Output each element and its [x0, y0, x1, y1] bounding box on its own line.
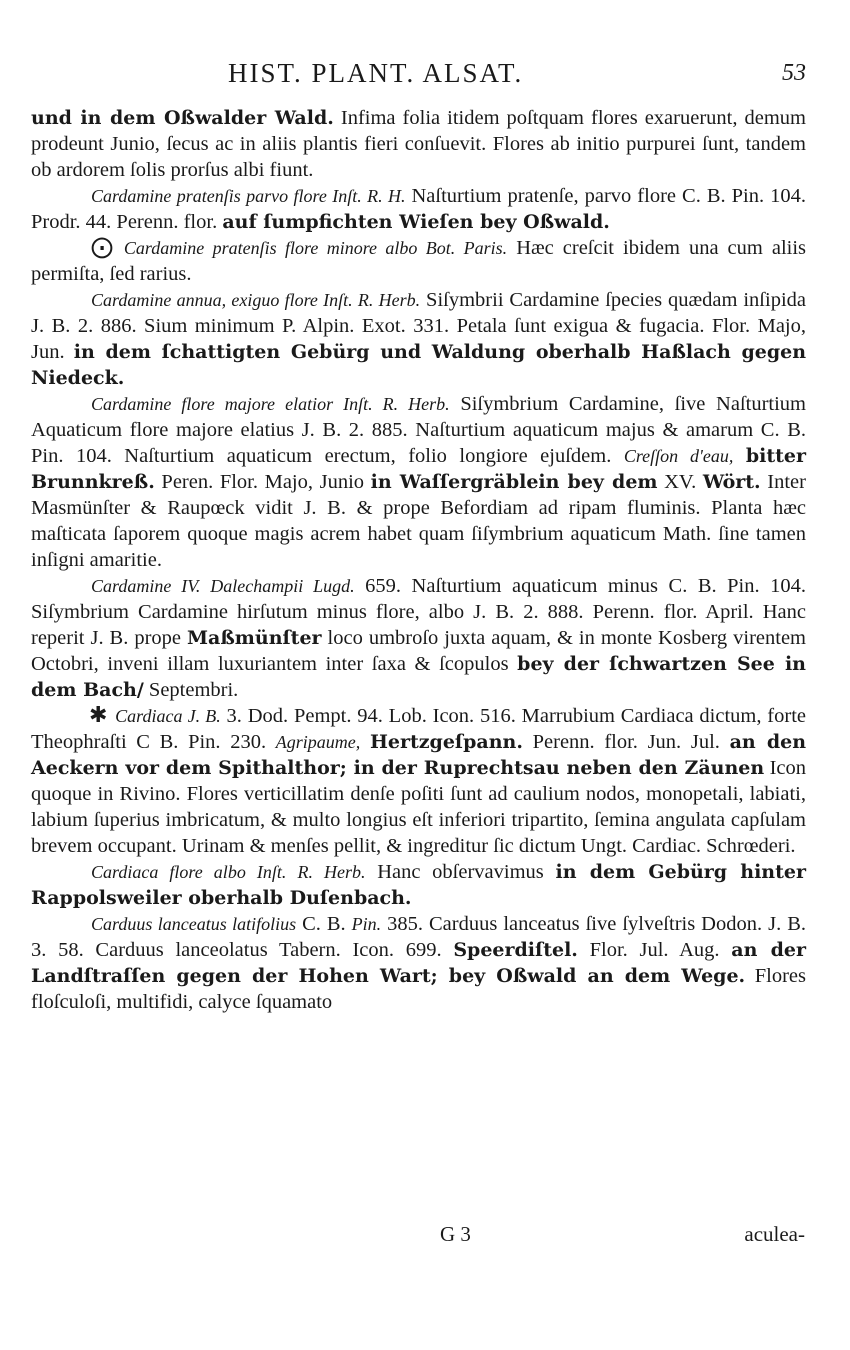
fraktur-text: in dem ſchattigten Gebürg und Waldung oberhalb Haßlach gegen Niedeck. [31, 341, 807, 389]
asterisk-icon: ✱ [89, 703, 116, 728]
circled-dot-icon: ⨀ [91, 235, 124, 260]
text-run: Perenn. flor. Jun. Jul. [522, 731, 730, 753]
italic-text: Carduus lanceatus latifolius [91, 914, 297, 934]
catchword: aculea- [744, 1222, 805, 1246]
italic-text: Cardamine annua, exiguo flore Inſt. R. Herb. [91, 290, 421, 310]
italic-text: Cardamine pratenſis parvo flore Inſt. R. H. [91, 186, 406, 206]
signature-mark: G 3 [440, 1222, 471, 1246]
paragraph [31, 391, 806, 573]
paragraph [31, 911, 806, 1015]
fraktur-text: auf ſumpfichten Wieſen bey Oßwald. [222, 211, 610, 233]
italic-text: Cardiaca flore albo Inſt. R. Herb. [91, 862, 366, 882]
paragraph [31, 859, 806, 911]
text-run: Hanc obſervavimus [365, 861, 556, 883]
fraktur-text: bey der ſchwartzen See in dem Bach/ [31, 653, 806, 701]
fraktur-text: Maßmünſter [187, 627, 322, 649]
fraktur-text: an der Landſtraſſen gegen der Hohen Wart; bey Oßwald an dem Wege. [31, 939, 806, 987]
fraktur-text: bitter Brunnkreß. [31, 445, 806, 493]
running-title: HIST. PLANT. ALSAT. [228, 58, 524, 88]
paragraph [31, 573, 806, 703]
text-run: Infima folia itidem poſtquam flores exaruerunt, demum prodeunt Junio, ſecus ac in aliis plantis fieri conſuevit. Flores ab initio purpurei ſunt, tandem ob ardorem ſolis prorſus albi fiunt. [31, 107, 806, 181]
italic-text: Cardamine pratenſis flore minore albo Bot. Paris. [123, 238, 508, 258]
fraktur-text: Speerdiſtel. [453, 939, 578, 961]
italic-text: Cardamine IV. Dalechampii Lugd. [91, 576, 355, 596]
italic-text: Cardiaca J. B. [115, 706, 221, 726]
text-run: 3. Dod. Pempt. 94. Lob. Icon. 516. Marrubium Cardiaca dictum, forte Theophraſti C B. Pin. 230. [31, 705, 806, 753]
text-run: 385. Carduus lanceatus ſive ſylveſtris Dodon. J. B. 3. 58. Carduus lanceolatus Tabern. Icon. 699. [31, 913, 806, 961]
paragraph [31, 703, 806, 859]
text-run: 659. Naſturtium aquaticum minus C. B. Pin. 104. Siſymbrium Cardamine hirſutum minus flore, albo J. B. 2. 888. Perenn. flor. April. Hanc reperit J. B. prope [31, 575, 807, 649]
text-run [733, 445, 745, 467]
text-run: Hæc creſcit ibidem una cum aliis permiſta, ſed rarius. [31, 237, 807, 285]
text-run: Septembri. [143, 679, 239, 701]
paragraph [31, 183, 806, 235]
text-run: Flor. Jul. Aug. [577, 939, 732, 961]
fraktur-text: Hertzgeſpann. [369, 731, 523, 753]
text-run [360, 731, 370, 753]
italic-text: Creſſon d'eau, [623, 446, 734, 466]
text-run: Peren. Flor. Majo, Junio [154, 471, 371, 493]
text-run: Naſturtium pratenſe, parvo flore C. B. Pin. 104. Prodr. 44. Perenn. flor. [31, 185, 806, 233]
page-header [0, 58, 850, 88]
text-run: Icon quoque in Rivino. Flores verticillatim denſe poſiti ſunt ad caulium nodos, monopetali, labiati, labium ſuperius imbricatum, & multo longius eſt inferiori tripartito, ſemina angulata capſulam brevem occupant. Urinam & menſes pellit, & ingreditur ſic dictum Ungt. Cardiac. Schrœderi. [31, 757, 806, 857]
italic-text: Cardamine flore majore elatior Inſt. R. Herb. [91, 394, 450, 414]
italic-text: Agripaume, [275, 732, 361, 752]
fraktur-text: Wört. [702, 471, 761, 493]
fraktur-text: und in dem Oßwalder Wald. [31, 107, 334, 129]
paragraph [31, 287, 806, 391]
paragraph [31, 235, 806, 287]
text-run: C. B. [296, 913, 352, 935]
text-run: loco umbroſo juxta aquam, & in monte Kosberg virentem Octobri, inveni illam luxuriantem inter ſaxa & ſcopulos [31, 627, 806, 675]
italic-text: Pin. [351, 914, 382, 934]
paragraph [31, 105, 806, 183]
fraktur-text: an den Aeckern vor dem Spithalthor; in der Ruprechtsau neben den Zäunen [31, 731, 807, 779]
text-run: Siſymbrium Cardamine, ſive Naſturtium Aquaticum flore majore elatius J. B. 2. 885. Naſturtium aquaticum majus & amarum C. B. Pin. 104. Naſturtium aquaticum erectum, folio longiore ejuſdem. [31, 393, 806, 467]
body-text [31, 105, 806, 1015]
text-run: Inter Masmünſter & Raupœck vidit J. B. & prope Befordiam ad ripam fluminis. Planta hæc maſticata ſaporem quoque magis acrem habet quam ſiſymbrium aquaticum Math. ſine tamen inſigni amaritie. [31, 471, 806, 571]
text-run: Siſymbrii Cardamine ſpecies quædam inſipida J. B. 2. 886. Sium minimum P. Alpin. Exot. 331. Petala ſunt exigua & fugacia. Flor. Majo, Jun. [31, 289, 806, 363]
text-run: Flores floſculoſi, multifidi, calyce ſquamato [31, 965, 806, 1013]
page-footer [0, 1222, 850, 1252]
page-number: 53 [782, 60, 806, 86]
fraktur-text: in dem Gebürg hinter Rappolsweiler oberhalb Duſenbach. [31, 861, 806, 909]
text-run: XV. [657, 471, 703, 493]
fraktur-text: in Waſſergräblein bey dem [370, 471, 658, 493]
